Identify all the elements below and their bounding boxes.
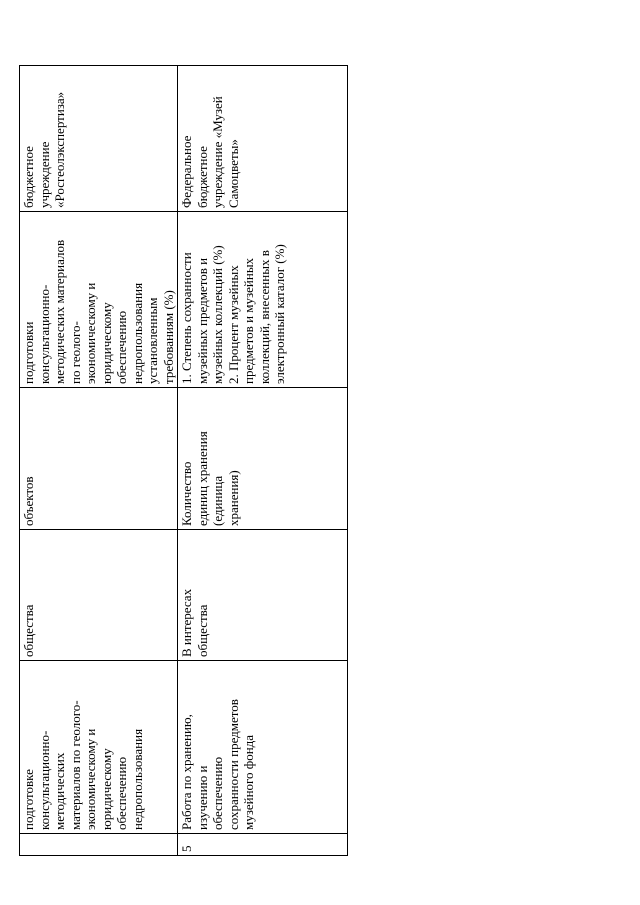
text-line: учреждение «Музей bbox=[210, 96, 225, 208]
text-line: бюджетное bbox=[194, 146, 210, 208]
text-line: юридическому bbox=[98, 748, 114, 830]
text-line: методических материалов bbox=[52, 239, 67, 384]
text-line: Количество bbox=[179, 461, 194, 526]
text-line: установленным bbox=[145, 297, 160, 384]
text-line: экономическому и bbox=[83, 282, 98, 384]
text-line: общества bbox=[21, 604, 36, 657]
text-line: учреждение bbox=[36, 141, 52, 208]
text-line: методических bbox=[52, 752, 67, 830]
text-line: (единица bbox=[210, 475, 225, 526]
cell-interest bbox=[178, 530, 348, 661]
text-line: консультационно- bbox=[36, 730, 52, 830]
cell-institution bbox=[20, 66, 178, 212]
text-line: хранения) bbox=[225, 470, 241, 526]
text-line: общества bbox=[194, 604, 210, 657]
text-line: изучению и bbox=[194, 765, 210, 830]
text-line: музейных предметов и bbox=[194, 257, 210, 384]
text-line: консультационно- bbox=[36, 284, 52, 384]
cell-indicators bbox=[178, 212, 348, 388]
text-line: Самоцветы» bbox=[225, 139, 241, 208]
text-line: предметов и музейных bbox=[241, 257, 256, 384]
cell-interest bbox=[20, 530, 178, 661]
cell-number bbox=[20, 834, 178, 856]
text-line: сохранности предметов bbox=[225, 699, 241, 830]
cell-unit bbox=[178, 388, 348, 530]
text-line: материалов по геолого- bbox=[67, 700, 83, 830]
text-line: обеспечению bbox=[114, 310, 129, 384]
cell-work-name bbox=[178, 661, 348, 834]
cell-institution bbox=[178, 66, 348, 212]
text-line: единиц хранения bbox=[194, 431, 210, 526]
text-line: коллекций, внесенных в bbox=[256, 250, 272, 384]
services-table bbox=[19, 65, 348, 856]
text-line: недропользования bbox=[129, 728, 145, 830]
cell-work-name bbox=[20, 661, 178, 834]
table-row bbox=[178, 66, 348, 856]
text-line: юридическому bbox=[98, 302, 114, 384]
text-line: объектов bbox=[21, 476, 36, 526]
cell-unit bbox=[20, 388, 178, 530]
text-line: подготовки bbox=[21, 321, 36, 384]
text-line: 1. Степень сохранности bbox=[179, 252, 194, 384]
text-line: подготовке bbox=[21, 769, 36, 830]
text-line: обеспечению bbox=[114, 756, 129, 830]
text-line: экономическому и bbox=[83, 728, 98, 830]
text-line: 2. Процент музейных bbox=[225, 265, 241, 384]
rotated-table-container bbox=[19, 66, 320, 856]
text-line: требованиям (%) bbox=[160, 290, 176, 384]
text-line: бюджетное bbox=[21, 146, 36, 208]
text-line: музейного фонда bbox=[241, 734, 256, 830]
text-line: Работа по хранению, bbox=[179, 714, 194, 830]
text-line: обеспечению bbox=[210, 756, 225, 830]
text-line: Федеральное bbox=[179, 135, 194, 208]
text-line: музейных коллекций (%) bbox=[210, 245, 225, 384]
cell-indicators bbox=[20, 212, 178, 388]
table-row bbox=[20, 66, 178, 856]
cell-number: 5 bbox=[178, 834, 348, 856]
text-line: электронный каталог (%) bbox=[272, 244, 287, 384]
text-line: «Росгеолэкспертиза» bbox=[52, 91, 67, 208]
text-line: по геолого- bbox=[67, 321, 83, 384]
text-line: В интересах bbox=[179, 588, 194, 657]
text-line: недропользования bbox=[129, 282, 145, 384]
